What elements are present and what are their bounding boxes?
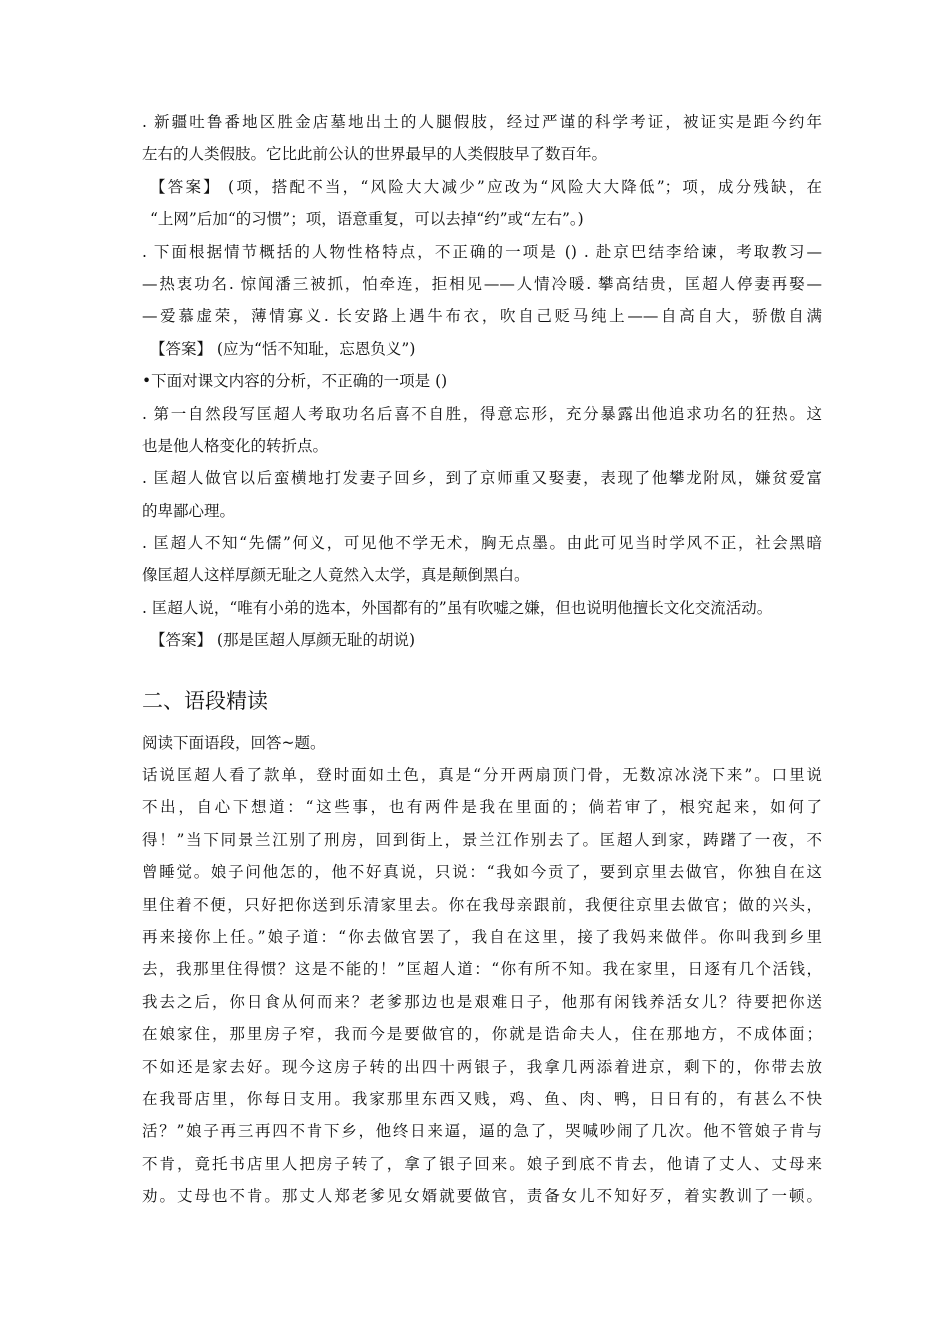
question-2 (142, 236, 822, 333)
text-line: . 新疆吐鲁番地区胜金店墓地出土的人腿假肢，经过严谨的科学考证，被证实是距今约年 (142, 113, 822, 131)
option-line: . 第一自然段写匡超人考取功名后喜不自胜，得意忘形，充分暴露出他追求功名的狂热。这 (142, 404, 822, 423)
passage-line: 再来接你上任。”娘子道：“你去做官罢了，我自在这里，接了我妈来做伴。你叫我到乡里 (142, 927, 822, 946)
spacer (142, 657, 822, 671)
passage-line: 不出，自心下想道：“这些事，也有两件是我在里面的；倘若审了，根究起来，如何了 (142, 798, 822, 817)
reading-passage (142, 759, 822, 1212)
answer-line: 【答案】 (那是匡超人厚颜无耻的胡说) (150, 631, 416, 650)
passage-line: 话说匡超人看了款单，登时面如土色，真是“分开两扇顶门骨，无数凉冰浇下来”。口里说 (142, 766, 822, 785)
answer-line: 【答案】 (项，搭配不当，“风险大大减少”应改为“风险大大降低”；项，成分残缺，在 (150, 177, 822, 196)
answer-line: 【答案】 (应为“恬不知耻，忘恩负义”) (150, 339, 416, 358)
passage-line: 不如还是家去好。现今这房子转的出四十两银子，我拿几两添着进京，剩下的，你带去放 (142, 1057, 822, 1076)
passage-line: 活？”娘子再三再四不肯下乡，他终日来逼，逼的急了，哭喊吵闹了几次。他不管娘子肯与 (142, 1122, 822, 1141)
option-line: . 匡超人做官以后蛮横地打发妻子回乡，到了京师重又娶妻，表现了他攀龙附凤，嫌贫爱富 (142, 469, 822, 488)
answer-line: “上网”后加“的习惯”；项，语意重复，可以去掉“约”或“左右”。) (150, 210, 584, 229)
answer-3 (142, 624, 822, 656)
passage-line: 曾睡觉。娘子问他怎的，他不好真说，只说：“我如今贡了，要到京里去做官，你独自在这 (142, 863, 822, 882)
question-stem: •下面对课文内容的分析，不正确的一项是 () (142, 372, 448, 391)
option-line: 也是他人格变化的转折点。 (142, 436, 329, 455)
passage-line: 不肯，竟托书店里人把房子转了，拿了银子回来。娘子到底不肯去，他请了丈人、丈母来 (142, 1154, 822, 1173)
option-line: . 匡超人说，“唯有小弟的选本，外国都有的”虽有吹嘘之嫌，但也说明他擅长文化交流活动。 (142, 598, 773, 617)
passage-line: 去，我那里住得惯？这是不能的！”匡超人道：“你有所不知。我在家里，日逐有几个活钱， (142, 960, 822, 979)
section-heading: 二、语段精读 (142, 688, 268, 713)
text-line: . 下面根据情节概括的人物性格特点，不正确的一项是 () . 赴京巴结李给谏，考取教习— (142, 242, 822, 261)
passage-line: 得！”当下同景兰江别了刑房，回到街上，景兰江作别去了。匡超人到家，踌躇了一夜，不 (142, 830, 822, 849)
text-line: —热衷功名. 惊闻潘三被抓，怕牵连，拒相见——人情冷暖. 攀高结贵，匡超人停妻再娶— (142, 274, 822, 293)
answer-1 (142, 171, 822, 236)
passage-line: 劝。丈母也不肯。那丈人郑老爹见女婿就要做官，责备女儿不知好歹，着实教训了一顿。 (142, 1187, 822, 1206)
reading-instruction: 阅读下面语段，回答~题。 (142, 733, 326, 752)
passage-line: 在我哥店里，你每日支用。我家那里东西又贱，鸡、鱼、肉、鸭，日日有的，有甚么不快 (142, 1089, 822, 1108)
option-line: 像匡超人这样厚颜无耻之人竟然入太学，真是颠倒黑白。 (142, 566, 530, 585)
option-line: 的卑鄙心理。 (142, 501, 236, 520)
text-line: —爱慕虚荣，薄情寡义. 长安路上遇牛布衣，吹自己贬马纯上——自高自大，骄傲自满 (142, 307, 822, 326)
document-page (142, 106, 822, 1213)
question-3 (142, 365, 822, 624)
passage-line: 在娘家住，那里房子窄，我而今是要做官的，你就是诰命夫人，住在那地方，不成体面； (142, 1025, 822, 1044)
passage-line: 里住着不便，只好把你送到乐清家里去。你在我母亲跟前，我便往京里去做官；做的兴头， (142, 895, 822, 914)
question-1 (142, 106, 822, 171)
answer-2 (142, 333, 822, 365)
text-line: 左右的人类假肢。它比此前公认的世界最早的人类假肢早了数百年。 (142, 145, 608, 164)
option-line: . 匡超人不知“先儒”何义，可见他不学无术，胸无点墨。由此可见当时学风不正，社会黑暗 (142, 534, 822, 553)
passage-line: 我去之后，你日食从何而来？老爹那边也是艰难日子，他那有闲钱养活女儿？待要把你送 (142, 992, 822, 1011)
